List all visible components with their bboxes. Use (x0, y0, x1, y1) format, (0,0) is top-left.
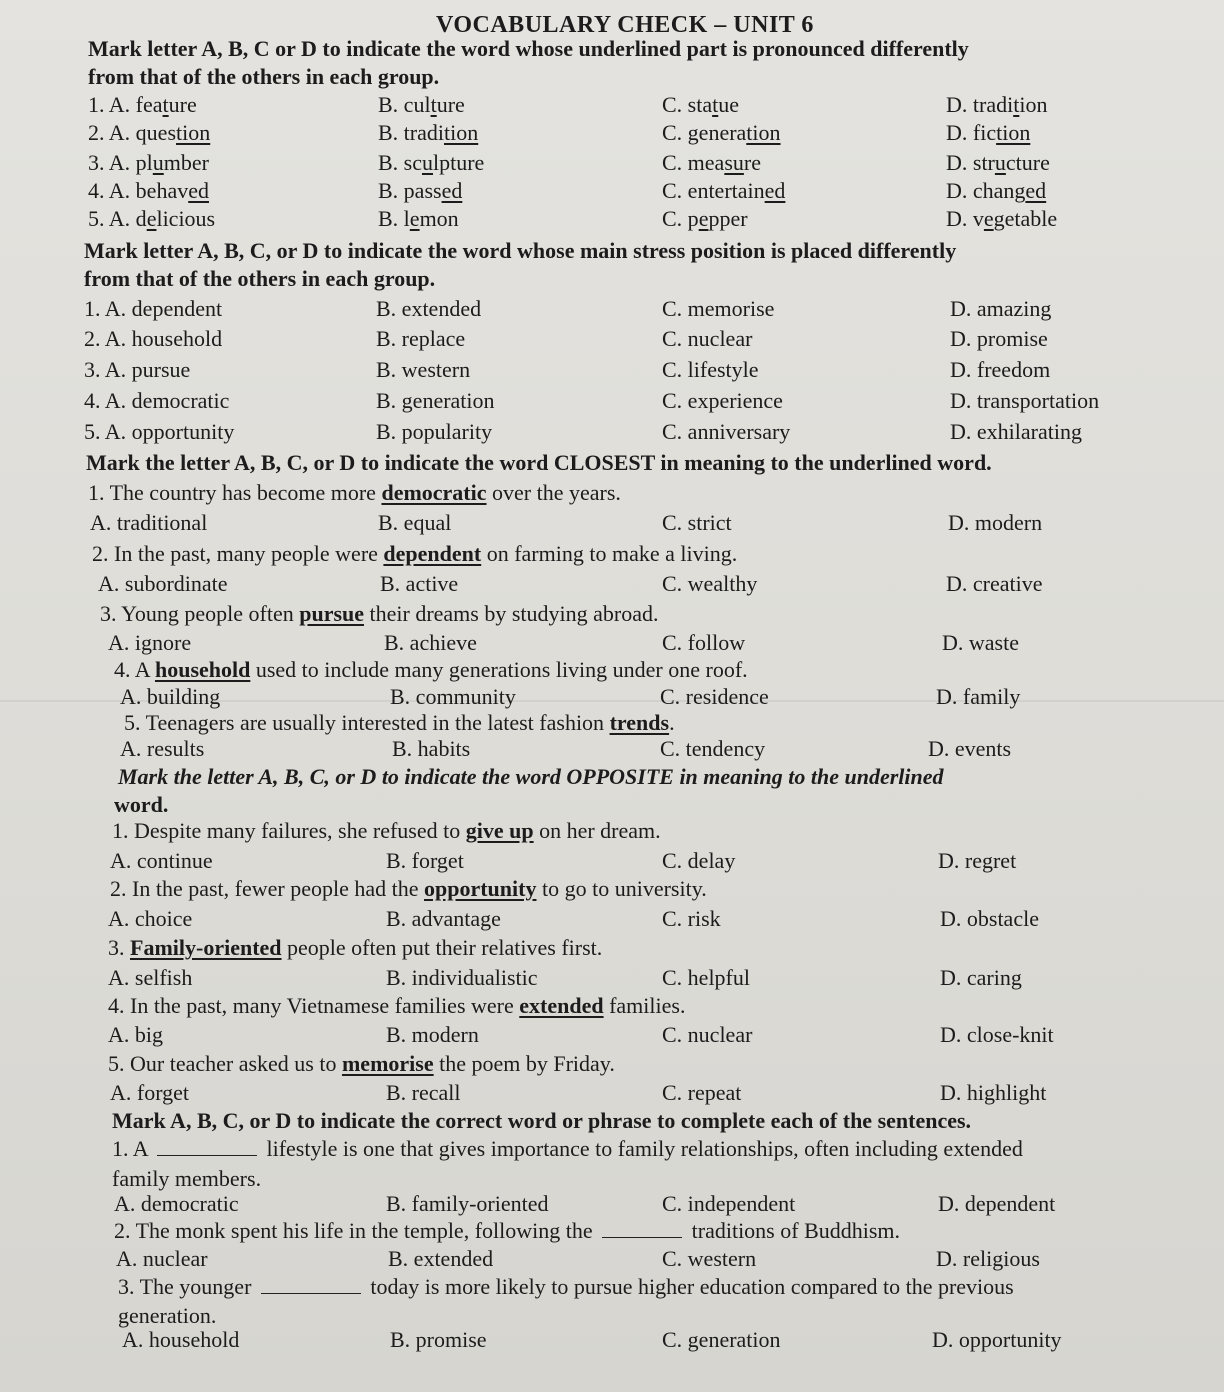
question-text: 5. Teenagers are usually interested in the latest fashion (124, 710, 610, 735)
question-text-end: on farming to make a living. (481, 541, 738, 566)
closest-q5-option-d: D. events (928, 736, 1012, 761)
option-text-rest: pper (708, 206, 748, 231)
closest-q5-option-b: B. habits (392, 736, 471, 761)
complete-q3-option-c: C. generation (662, 1327, 781, 1352)
stress-q2-option-b: B. replace (376, 326, 466, 351)
stress-q2-option-c: C. nuclear (662, 326, 753, 351)
option-text-rest: re (743, 150, 761, 175)
underlined-part: ed (1025, 178, 1047, 203)
question-text: 4. A (114, 657, 155, 682)
opposite-q2-option-c: C. risk (662, 906, 721, 931)
closest-question-1 (88, 480, 621, 506)
closest-q4-option-b: B. community (390, 684, 516, 709)
opposite-instruction-line1: Mark the letter A, B, C, or D to indicate the word OPPOSITE in meaning to the underlined (118, 764, 944, 789)
closest-q4-option-d: D. family (936, 684, 1021, 709)
underlined-part: ed (441, 178, 463, 203)
option-text: B. tradi (378, 120, 444, 145)
stress-q1-option-c: C. memorise (662, 296, 775, 321)
option-text: B. l (378, 206, 410, 231)
question-text: 1. Despite many failures, she refused to (112, 818, 466, 843)
underlined-word: memorise (341, 1051, 434, 1076)
question-number: 5. (88, 206, 109, 231)
complete-q1-option-a: A. democratic (114, 1191, 239, 1216)
answer-blank (157, 1139, 257, 1156)
closest-question-3 (100, 601, 659, 627)
complete-question-3 (118, 1274, 1014, 1300)
underlined-part: e (409, 206, 420, 231)
complete-question-2 (114, 1218, 900, 1244)
option-text-rest: ure (168, 92, 197, 117)
pron-q3-option-b (378, 150, 484, 176)
question-number: 4. (88, 178, 109, 203)
question-number: 3. (88, 150, 109, 175)
opposite-q4-option-c: C. nuclear (662, 1022, 753, 1047)
closest-q3-option-d: D. waste (942, 630, 1019, 655)
closest-q1-option-c: C. strict (662, 510, 732, 535)
underlined-word: household (154, 657, 251, 682)
stress-q4-option-c: C. experience (662, 388, 783, 413)
option-text: D. fic (946, 120, 997, 145)
underlined-word: pursue (299, 601, 365, 626)
option-text: B. pass (378, 178, 442, 203)
option-text-rest: mber (163, 150, 209, 175)
option-text: C. p (662, 206, 699, 231)
option-text: D. str (946, 150, 995, 175)
underlined-word: democratic (381, 480, 487, 505)
question-text-end: . (669, 710, 675, 735)
question-text-end: to go to university. (536, 876, 707, 901)
stress-instruction-line2: from that of the others in each group. (84, 266, 436, 291)
answer-blank (602, 1221, 682, 1238)
underlined-part: tion (746, 120, 781, 145)
opposite-q4-option-d: D. close-knit (940, 1022, 1054, 1047)
stress-instruction-line1: Mark letter A, B, C, or D to indicate the word whose main stress position is placed differently (84, 238, 957, 263)
question-text-end: over the years. (486, 480, 621, 505)
pron-q5-option-d (946, 206, 1057, 232)
underlined-word: give up (465, 818, 534, 843)
complete-question-1-continued: family members. (112, 1166, 262, 1191)
closest-q1-option-b: B. equal (378, 510, 452, 535)
question-text-end: people often put their relatives first. (281, 935, 603, 960)
stress-q4-option-a: 4. A. democratic (84, 388, 230, 413)
underlined-part: e (983, 206, 994, 231)
option-text-rest: mon (419, 206, 459, 231)
complete-question-1 (112, 1136, 1023, 1162)
opposite-q4-option-a: A. big (108, 1022, 163, 1047)
option-text-rest: licious (156, 206, 216, 231)
option-text-rest: ure (436, 92, 465, 117)
opposite-q1-option-b: B. forget (386, 848, 464, 873)
option-text: A. ques (108, 120, 177, 145)
question-number: 2. (88, 120, 109, 145)
option-text: A. d (108, 206, 147, 231)
underlined-word: Family-oriented (130, 935, 282, 960)
closest-question-2 (92, 541, 737, 567)
underlined-part: ed (764, 178, 786, 203)
option-text: B. sc (378, 150, 422, 175)
pron-q1-option-b (378, 92, 465, 118)
closest-q2-option-d: D. creative (946, 571, 1043, 596)
pron-q3-option-a (88, 150, 209, 176)
question-text-end: traditions of Buddhism. (686, 1218, 901, 1243)
underlined-word: trends (609, 710, 670, 735)
opposite-q5-option-c: C. repeat (662, 1080, 742, 1105)
underlined-part: u (152, 150, 164, 175)
question-text: 3. (108, 935, 130, 960)
underlined-part: t (162, 92, 169, 117)
option-text: C. mea (662, 150, 725, 175)
complete-question-3-continued: generation. (118, 1303, 217, 1328)
question-text: 5. Our teacher asked us to (108, 1051, 342, 1076)
underlined-part: tion (996, 120, 1031, 145)
closest-q2-option-b: B. active (380, 571, 459, 596)
opposite-q3-option-b: B. individualistic (386, 965, 538, 990)
page-title: VOCABULARY CHECK – UNIT 6 (436, 12, 814, 38)
opposite-question-2 (110, 876, 707, 902)
option-text: D. chang (946, 178, 1026, 203)
option-text-rest: lpture (433, 150, 485, 175)
pron-q2-option-d (946, 120, 1030, 146)
stress-q3-option-c: C. lifestyle (662, 357, 759, 382)
closest-q2-option-a: A. subordinate (98, 571, 228, 596)
complete-q3-option-d: D. opportunity (932, 1327, 1062, 1352)
opposite-instruction-line2: word. (114, 792, 169, 817)
pron-q2-option-a (88, 120, 210, 146)
complete-instruction: Mark A, B, C, or D to indicate the correct word or phrase to complete each of the sentences. (112, 1108, 972, 1133)
stress-q1-option-d: D. amazing (950, 296, 1052, 321)
pron-q4-option-d (946, 178, 1046, 204)
complete-q2-option-b: B. extended (388, 1246, 494, 1271)
question-text: 1. A (112, 1136, 153, 1161)
option-text-rest: cture (1005, 150, 1050, 175)
question-text-end: the poem by Friday. (433, 1051, 615, 1076)
pron-q2-option-b (378, 120, 478, 146)
underlined-part: t (430, 92, 437, 117)
opposite-question-3 (108, 935, 602, 961)
underlined-part: u (994, 150, 1006, 175)
question-text: 2. The monk spent his life in the temple, following the (114, 1218, 599, 1243)
closest-q4-option-c: C. residence (660, 684, 769, 709)
complete-q3-option-b: B. promise (390, 1327, 487, 1352)
complete-q3-option-a: A. household (122, 1327, 240, 1352)
question-text: 1. The country has become more (88, 480, 382, 505)
option-text-rest: ue (718, 92, 740, 117)
opposite-q5-option-a: A. forget (110, 1080, 190, 1105)
pron-q5-option-c (662, 206, 748, 232)
option-text: D. v (946, 206, 984, 231)
option-text: A. fea (108, 92, 163, 117)
pron-instruction-line2: from that of the others in each group. (88, 64, 440, 89)
underlined-part: tion (176, 120, 211, 145)
question-text: 3. The younger (118, 1274, 257, 1299)
closest-q4-option-a: A. building (120, 684, 221, 709)
question-text: 3. Young people often (100, 601, 300, 626)
opposite-q1-option-c: C. delay (662, 848, 736, 873)
underlined-part: t (712, 92, 719, 117)
question-text: 4. In the past, many Vietnamese families were (108, 993, 520, 1018)
option-text-rest: ion (1019, 92, 1048, 117)
question-text: 2. In the past, many people were (92, 541, 384, 566)
pron-q5-option-b (378, 206, 459, 232)
question-text-end: families. (603, 993, 686, 1018)
closest-q3-option-a: A. ignore (108, 630, 192, 655)
stress-q5-option-a: 5. A. opportunity (84, 419, 235, 444)
opposite-q5-option-b: B. recall (386, 1080, 461, 1105)
opposite-question-1 (112, 818, 661, 844)
opposite-q1-option-d: D. regret (938, 848, 1017, 873)
option-text: C. entertain (662, 178, 765, 203)
complete-q1-option-b: B. family-oriented (386, 1191, 549, 1216)
option-text: A. pl (108, 150, 153, 175)
closest-q1-option-a: A. traditional (90, 510, 208, 535)
underlined-part: tion (444, 120, 479, 145)
opposite-q4-option-b: B. modern (386, 1022, 479, 1047)
stress-q5-option-b: B. popularity (376, 419, 493, 444)
stress-q4-option-b: B. generation (376, 388, 495, 413)
closest-q3-option-b: B. achieve (384, 630, 477, 655)
stress-q3-option-a: 3. A. pursue (84, 357, 191, 382)
stress-q1-option-a: 1. A. dependent (84, 296, 223, 321)
underlined-word: dependent (383, 541, 482, 566)
opposite-q3-option-a: A. selfish (108, 965, 193, 990)
opposite-q3-option-c: C. helpful (662, 965, 750, 990)
option-text: C. sta (662, 92, 713, 117)
closest-question-5 (124, 710, 675, 736)
opposite-q5-option-d: D. highlight (940, 1080, 1047, 1105)
pron-q4-option-a (88, 178, 209, 204)
answer-blank (261, 1277, 361, 1294)
question-text: 2. In the past, fewer people had the (110, 876, 424, 901)
complete-q1-option-c: C. independent (662, 1191, 796, 1216)
stress-q3-option-b: B. western (376, 357, 471, 382)
underlined-word: opportunity (424, 876, 537, 901)
stress-q5-option-d: D. exhilarating (950, 419, 1082, 444)
pron-q3-option-c (662, 150, 761, 176)
option-text: D. tradi (946, 92, 1014, 117)
complete-q1-option-d: D. dependent (938, 1191, 1056, 1216)
opposite-q2-option-a: A. choice (108, 906, 193, 931)
stress-q3-option-d: D. freedom (950, 357, 1051, 382)
underlined-part: t (1013, 92, 1020, 117)
stress-q4-option-d: D. transportation (950, 388, 1100, 413)
question-number: 1. (88, 92, 109, 117)
stress-q2-option-a: 2. A. household (84, 326, 223, 351)
opposite-q2-option-d: D. obstacle (940, 906, 1039, 931)
pron-q5-option-a (88, 206, 215, 232)
closest-q3-option-c: C. follow (662, 630, 746, 655)
pron-q4-option-b (378, 178, 462, 204)
question-text-end: today is more likely to pursue higher education compared to the previous (364, 1274, 1014, 1299)
underlined-part: e (146, 206, 157, 231)
stress-q2-option-d: D. promise (950, 326, 1048, 351)
opposite-q3-option-d: D. caring (940, 965, 1022, 990)
underlined-part: ed (188, 178, 209, 203)
closest-q1-option-d: D. modern (948, 510, 1043, 535)
pron-q1-option-a (88, 92, 197, 118)
stress-q1-option-b: B. extended (376, 296, 482, 321)
complete-q2-option-c: C. western (662, 1246, 757, 1271)
opposite-question-5 (108, 1051, 615, 1077)
underlined-part: u (422, 150, 433, 175)
question-text-end: used to include many generations living under one roof. (250, 657, 748, 682)
underlined-word: extended (519, 993, 604, 1018)
closest-q2-option-c: C. wealthy (662, 571, 758, 596)
closest-q5-option-c: C. tendency (660, 736, 766, 761)
complete-q2-option-a: A. nuclear (116, 1246, 208, 1271)
opposite-q1-option-a: A. continue (110, 848, 213, 873)
underlined-part: su (724, 150, 744, 175)
pron-q2-option-c (662, 120, 781, 146)
question-text-end: lifestyle is one that gives importance to family relationships, often including extended (260, 1136, 1023, 1161)
question-text-end: their dreams by studying abroad. (364, 601, 659, 626)
stress-q5-option-c: C. anniversary (662, 419, 791, 444)
closest-question-4 (114, 657, 748, 683)
option-text: A. behav (108, 178, 189, 203)
option-text-rest: getable (993, 206, 1058, 231)
option-text: B. cul (378, 92, 431, 117)
pron-instruction-line1: Mark letter A, B, C or D to indicate the word whose underlined part is pronounced differently (88, 36, 969, 61)
pron-q3-option-d (946, 150, 1050, 176)
opposite-question-4 (108, 993, 685, 1019)
pron-q4-option-c (662, 178, 785, 204)
closest-instruction: Mark the letter A, B, C, or D to indicate the word CLOSEST in meaning to the underlined word. (86, 450, 992, 475)
underlined-part: e (698, 206, 709, 231)
option-text: C. genera (662, 120, 747, 145)
opposite-q2-option-b: B. advantage (386, 906, 501, 931)
closest-q5-option-a: A. results (120, 736, 205, 761)
question-text-end: on her dream. (533, 818, 661, 843)
pron-q1-option-c (662, 92, 739, 118)
complete-q2-option-d: D. religious (936, 1246, 1040, 1271)
pron-q1-option-d (946, 92, 1047, 118)
